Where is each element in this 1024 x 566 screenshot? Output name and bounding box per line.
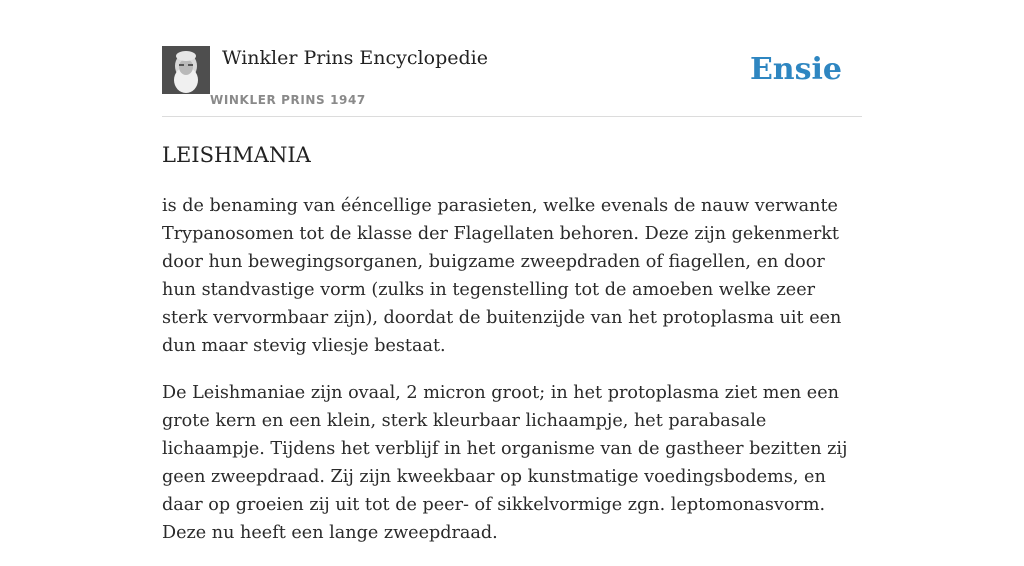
article-body	[162, 192, 862, 566]
portrait-avatar-icon	[162, 46, 210, 94]
article-paragraph: De Leishmaniae zijn ovaal, 2 micron groot; in het protoplasma ziet men een grote kern en een klein, sterk kleurbaar lichaampje, het parabasale lichaampje. Tijdens het verblijf in het organisme van de gastheer bezitten zij geen zweepdraad. Zij zijn kweekbaar op kunstmatige voedingsbodems, en daar op groeien zij uit tot de peer- of sikkelvormige zgn. leptomonasvorm. Deze nu heeft een lange zweepdraad.	[162, 383, 848, 543]
brand-logo[interactable]: Ensie	[749, 52, 842, 87]
source-title[interactable]: Winkler Prins Encyclopedie	[222, 47, 488, 69]
article-title: LEISHMANIA	[162, 143, 311, 167]
article-paragraph: is de benaming van ééncellige parasieten, welke evenals de nauw verwante Trypanosomen tot de klasse der Flagellaten behoren. Deze zijn gekenmerkt door hun bewegingsorganen, buigzame zweepdraden of fiagellen, en door hun standvastige vorm (zulks in tegenstelling tot de amoeben welke zeer sterk vervormbaar zijn), doordat de buitenzijde van het protoplasma uit een dun maar stevig vliesje bestaat.	[162, 196, 842, 356]
source-subtitle[interactable]: WINKLER PRINS 1947	[210, 93, 366, 107]
avatar[interactable]	[162, 46, 210, 94]
header	[162, 46, 862, 117]
